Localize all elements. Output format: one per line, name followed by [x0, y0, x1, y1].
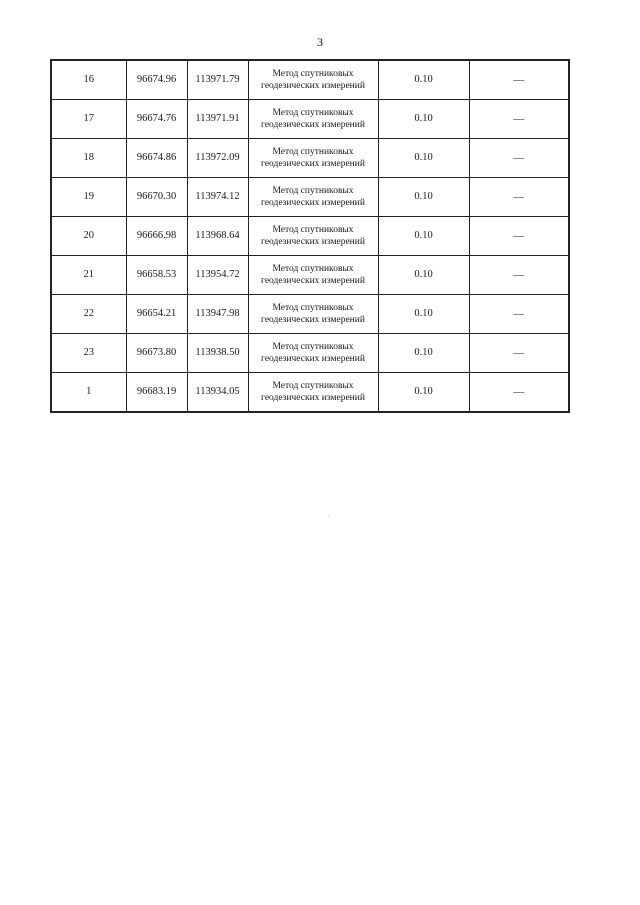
method-cell-text: Метод спутниковых геодезических измерений: [261, 108, 365, 130]
point-number-cell-text: 21: [83, 269, 94, 280]
point-number-cell-text: 19: [83, 191, 94, 202]
y-coordinate-cell: [187, 334, 248, 373]
x-coordinate-cell: [126, 295, 187, 334]
table-row: [51, 60, 569, 100]
point-number-cell: [51, 373, 126, 413]
y-coordinate-cell: [187, 60, 248, 100]
method-cell-text: Метод спутниковых геодезических измерений: [261, 147, 365, 169]
accuracy-cell: [378, 100, 469, 139]
x-coordinate-cell-text: 96658.53: [136, 269, 177, 280]
accuracy-cell-text: 0.10: [414, 113, 433, 124]
accuracy-cell: [378, 139, 469, 178]
method-cell: [248, 256, 378, 295]
y-coordinate-cell-text: 113968.64: [195, 230, 240, 241]
point-number-cell: [51, 60, 126, 100]
table-row: [51, 139, 569, 178]
point-number-cell-text: 22: [83, 308, 94, 319]
accuracy-cell: [378, 295, 469, 334]
table-body: [51, 60, 569, 412]
note-cell: [469, 217, 569, 256]
x-coordinate-cell-text: 96673.80: [136, 347, 177, 358]
method-cell: [248, 295, 378, 334]
x-coordinate-cell-text: 96674.96: [136, 74, 177, 85]
y-coordinate-cell: [187, 100, 248, 139]
method-cell: [248, 60, 378, 100]
accuracy-cell-text: 0.10: [414, 386, 433, 397]
point-number-cell-text: 1: [86, 386, 92, 397]
y-coordinate-cell-text: 113938.50: [195, 347, 240, 358]
point-number-cell-text: 23: [83, 347, 94, 358]
method-cell-text: Метод спутниковых геодезических измерений: [261, 69, 365, 91]
accuracy-cell: [378, 178, 469, 217]
accuracy-cell-text: 0.10: [414, 347, 433, 358]
y-coordinate-cell: [187, 178, 248, 217]
method-cell: [248, 100, 378, 139]
x-coordinate-cell-text: 96670.30: [136, 191, 177, 202]
y-coordinate-cell-text: 113971.79: [195, 74, 240, 85]
method-cell-text: Метод спутниковых геодезических измерений: [261, 342, 365, 364]
y-coordinate-cell: [187, 373, 248, 413]
y-coordinate-cell: [187, 256, 248, 295]
y-coordinate-cell-text: 113934.05: [195, 386, 240, 397]
point-number-cell: [51, 295, 126, 334]
x-coordinate-cell: [126, 139, 187, 178]
accuracy-cell-text: 0.10: [414, 74, 433, 85]
x-coordinate-cell: [126, 373, 187, 413]
point-number-cell: [51, 178, 126, 217]
point-number-cell-text: 16: [83, 74, 94, 85]
note-cell: [469, 60, 569, 100]
point-number-cell: [51, 217, 126, 256]
x-coordinate-cell-text: 96654.21: [136, 308, 177, 319]
point-number-cell-text: 18: [83, 152, 94, 163]
point-number-cell-text: 17: [83, 113, 94, 124]
table-row: [51, 334, 569, 373]
note-cell-text: —: [513, 112, 525, 125]
method-cell-text: Метод спутниковых геодезических измерений: [261, 225, 365, 247]
note-cell-text: —: [513, 346, 525, 359]
scan-speck: [328, 516, 329, 517]
table-row: [51, 373, 569, 413]
table-row: [51, 178, 569, 217]
note-cell: [469, 373, 569, 413]
note-cell: [469, 178, 569, 217]
note-cell: [469, 295, 569, 334]
x-coordinate-cell: [126, 60, 187, 100]
note-cell-text: —: [513, 151, 525, 164]
accuracy-cell: [378, 373, 469, 413]
accuracy-cell: [378, 256, 469, 295]
accuracy-cell-text: 0.10: [414, 152, 433, 163]
x-coordinate-cell: [126, 256, 187, 295]
y-coordinate-cell-text: 113974.12: [195, 191, 240, 202]
table-row: [51, 295, 569, 334]
method-cell: [248, 178, 378, 217]
note-cell: [469, 139, 569, 178]
method-cell-text: Метод спутниковых геодезических измерений: [261, 264, 365, 286]
x-coordinate-cell: [126, 178, 187, 217]
method-cell-text: Метод спутниковых геодезических измерений: [261, 303, 365, 325]
method-cell-text: Метод спутниковых геодезических измерений: [261, 381, 365, 403]
x-coordinate-cell-text: 96674.76: [136, 113, 177, 124]
note-cell-text: —: [513, 73, 525, 86]
method-cell: [248, 334, 378, 373]
note-cell-text: —: [513, 229, 525, 242]
x-coordinate-cell: [126, 100, 187, 139]
coordinates-table: [50, 59, 570, 413]
table-row: [51, 100, 569, 139]
y-coordinate-cell-text: 113971.91: [195, 113, 240, 124]
method-cell-text: Метод спутниковых геодезических измерений: [261, 186, 365, 208]
point-number-cell: [51, 256, 126, 295]
accuracy-cell: [378, 334, 469, 373]
note-cell: [469, 100, 569, 139]
point-number-cell: [51, 139, 126, 178]
y-coordinate-cell-text: 113954.72: [195, 269, 240, 280]
accuracy-cell-text: 0.10: [414, 308, 433, 319]
point-number-cell: [51, 100, 126, 139]
y-coordinate-cell: [187, 217, 248, 256]
table-row: [51, 217, 569, 256]
note-cell-text: —: [513, 190, 525, 203]
x-coordinate-cell: [126, 217, 187, 256]
note-cell-text: —: [513, 268, 525, 281]
note-cell: [469, 334, 569, 373]
accuracy-cell-text: 0.10: [414, 269, 433, 280]
table-row: [51, 256, 569, 295]
note-cell-text: —: [513, 307, 525, 320]
x-coordinate-cell-text: 96674.86: [136, 152, 177, 163]
point-number-cell-text: 20: [83, 230, 94, 241]
note-cell: [469, 256, 569, 295]
accuracy-cell-text: 0.10: [414, 191, 433, 202]
y-coordinate-cell: [187, 139, 248, 178]
y-coordinate-cell-text: 113972.09: [195, 152, 240, 163]
x-coordinate-cell-text: 96666.98: [136, 230, 177, 241]
x-coordinate-cell-text: 96683.19: [136, 386, 177, 397]
accuracy-cell: [378, 60, 469, 100]
y-coordinate-cell-text: 113947.98: [195, 308, 240, 319]
x-coordinate-cell: [126, 334, 187, 373]
y-coordinate-cell: [187, 295, 248, 334]
note-cell-text: —: [513, 385, 525, 398]
accuracy-cell: [378, 217, 469, 256]
method-cell: [248, 217, 378, 256]
point-number-cell: [51, 334, 126, 373]
method-cell: [248, 373, 378, 413]
accuracy-cell-text: 0.10: [414, 230, 433, 241]
page-number: 3: [317, 35, 323, 49]
method-cell: [248, 139, 378, 178]
